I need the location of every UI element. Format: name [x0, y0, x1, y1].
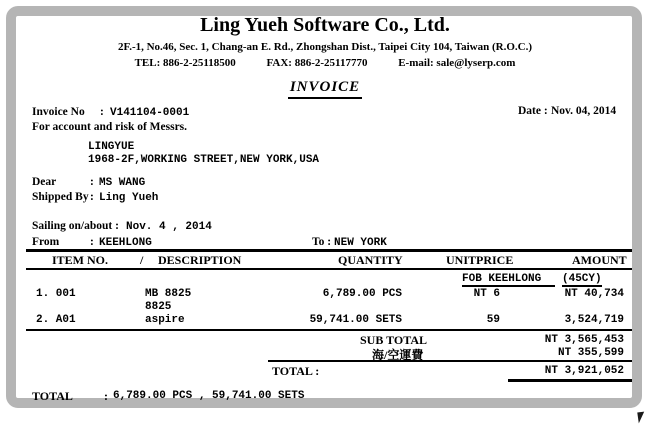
invoice-no-value: V141104-0001	[110, 107, 190, 119]
email-value: sale@lyserp.com	[436, 57, 516, 69]
col-header-unitprice: UNITPRICE	[446, 253, 514, 267]
total-rule	[508, 379, 632, 382]
freight-value: NT 355,599	[557, 347, 624, 359]
row1-unitprice: NT 6	[473, 288, 500, 300]
footer-total-label: TOTAL	[32, 389, 73, 403]
freight-label: 海/空運費	[372, 348, 424, 362]
to-label: To :	[312, 236, 332, 248]
to-value: NEW YORK	[334, 237, 387, 249]
dear-colon: :	[90, 176, 94, 188]
row2-quantity: 59,741.00 SETS	[309, 314, 402, 326]
invoice-no-label: Invoice No	[32, 106, 85, 118]
dear-value: MS WANG	[99, 177, 146, 189]
account-risk-label: For account and risk of Messrs.	[32, 121, 188, 133]
row2-amount: 3,524,719	[564, 314, 624, 326]
company-name: Ling Yueh Software Co., Ltd.	[200, 14, 450, 36]
total-value: NT 3,921,052	[544, 365, 624, 377]
consignee-address: 1968-2F,WORKING STREET,NEW YORK,USA	[88, 154, 320, 166]
fax-value: 886-2-25117770	[294, 57, 368, 69]
subtotal-value: NT 3,565,453	[544, 334, 624, 346]
row1-description-line2: 8825	[145, 301, 172, 313]
invoice-no-colon: :	[100, 106, 104, 118]
shipped-by-value: Ling Yueh	[99, 192, 159, 204]
sailing-label: Sailing on/about :	[32, 220, 119, 232]
doc-title-row	[0, 78, 650, 99]
table-top-rule	[26, 249, 632, 252]
table-items-rule	[26, 329, 632, 331]
row1-description: MB 8825	[145, 288, 192, 300]
col-header-amount: AMOUNT	[572, 253, 627, 267]
col-header-quantity: QUANTITY	[338, 253, 403, 267]
company-contact	[0, 57, 650, 69]
container-size-text: (45CY)	[562, 273, 602, 285]
subtotal-label: SUB TOTAL	[360, 333, 428, 347]
row2-description: aspire	[145, 314, 185, 326]
email-label: E-mail:	[398, 57, 434, 69]
from-value: KEEHLONG	[99, 237, 152, 249]
col-header-description: DESCRIPTION	[158, 253, 242, 267]
consignee-name: LINGYUE	[88, 141, 135, 153]
from-colon: :	[90, 236, 94, 248]
footer-total-colon: :	[104, 389, 108, 403]
col-header-item-no: ITEM NO.	[52, 253, 109, 267]
fax-label: FAX:	[266, 57, 292, 69]
dear-label: Dear	[32, 176, 57, 188]
sailing-value: Nov. 4 , 2014	[126, 221, 212, 233]
shipped-by-colon: :	[90, 191, 94, 203]
mouse-cursor	[637, 412, 645, 424]
shipped-by-label: Shipped By	[32, 191, 89, 203]
total-label: TOTAL :	[272, 364, 320, 378]
row1-quantity: 6,789.00 PCS	[322, 288, 402, 300]
from-label: From	[32, 236, 60, 248]
terms-text: FOB KEEHLONG	[462, 273, 555, 287]
table-header-rule	[26, 268, 632, 270]
date-value: Nov. 04, 2014	[551, 105, 617, 117]
row1-item-no: 1. 001	[36, 288, 76, 300]
col-header-slash: /	[140, 253, 144, 267]
row2-unitprice: 59	[486, 314, 500, 326]
row2-item-no: 2. A01	[36, 314, 76, 326]
tel-label: TEL:	[134, 57, 161, 69]
date-label: Date :	[518, 105, 548, 117]
row1-amount: NT 40,734	[564, 288, 624, 300]
footer-total-value: 6,789.00 PCS , 59,741.00 SETS	[113, 390, 305, 402]
company-address: 2F.-1, No.46, Sec. 1, Chang-an E. Rd., Zhongshan Dist., Taipei City 104, Taiwan (R.O.C.)	[117, 41, 532, 53]
tel-value: 886-2-25118500	[163, 57, 236, 69]
subtotal-rule	[268, 360, 632, 362]
doc-title: INVOICE	[288, 79, 362, 99]
